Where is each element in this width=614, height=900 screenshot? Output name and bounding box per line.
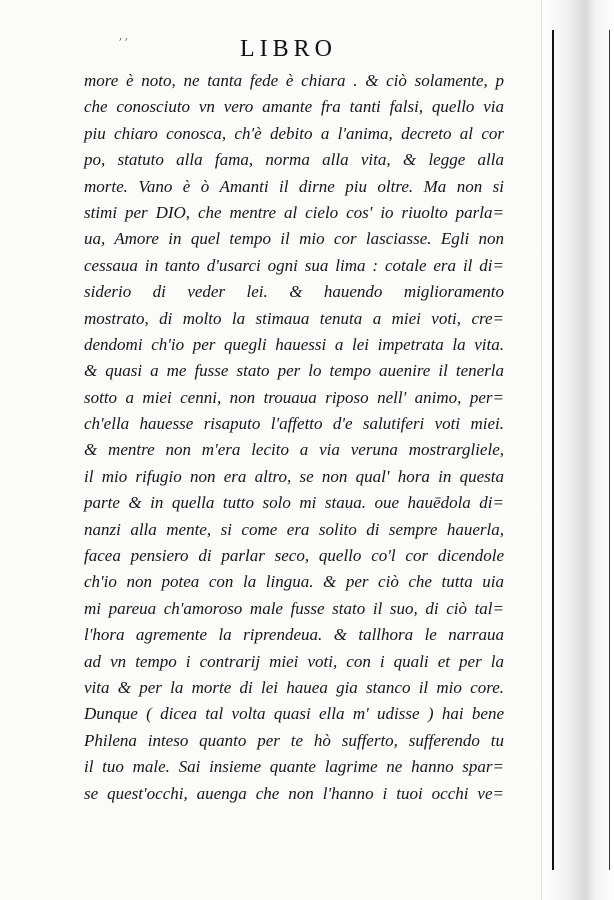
text-line: mi pareua ch'amoroso male fusse stato il suo, di ciò tal= xyxy=(84,598,504,618)
page-binding-edge xyxy=(541,0,614,900)
text-line: ch'io non potea con la lingua. & per ciò che tutta uia xyxy=(84,572,504,592)
text-line: stimi per DIO, che mentre al cielo cos' io riuolto parla= xyxy=(84,202,504,222)
text-line: po, statuto alla fama, norma alla vita, & legge alla xyxy=(84,150,504,170)
binding-shadow-line xyxy=(552,30,554,870)
text-line: nanzi alla mente, si come era solito di sempre hauerla, xyxy=(84,519,504,539)
text-line: parte & in quella tutto solo mi staua. oue hauēdola di= xyxy=(84,493,504,513)
text-line: l'hora agremente la riprendeua. & tallhora le narraua xyxy=(84,625,504,645)
text-line: & quasi a me fusse stato per lo tempo auenire il tenerla xyxy=(84,361,504,381)
binding-edge-line xyxy=(609,30,610,870)
text-line: ua, Amore in quel tempo il mio cor lasciasse. Egli non xyxy=(84,229,504,249)
text-line: il mio rifugio non era altro, se non qual' hora in questa xyxy=(84,466,504,486)
text-line: piu chiaro conosca, ch'è debito a l'anima, decreto al cor xyxy=(84,123,504,143)
text-line: & mentre non m'era lecito a via veruna mostrargliele, xyxy=(84,440,504,460)
text-line: dendomi ch'io per quegli hauessi a lei impetrata la vita. xyxy=(84,334,504,354)
text-line: sotto a miei cenni, non trouaua riposo nell' animo, per= xyxy=(84,387,504,407)
text-line: mostrato, di molto la stimaua tenuta a miei voti, cre= xyxy=(84,308,504,328)
text-line: cessaua in tanto d'usarci ogni sua lima : cotale era il di= xyxy=(84,255,504,275)
text-line: facea pensiero di parlar seco, quello co'l cor dicendole xyxy=(84,546,504,566)
text-line: ch'ella hauesse risaputo l'affetto d'e salutiferi voti miei. xyxy=(84,414,504,434)
text-line: more è noto, ne tanta fede è chiara . & ciò solamente, p xyxy=(84,71,504,90)
text-line: Philena inteso quanto per te hò sufferto, sufferendo tu xyxy=(84,730,504,750)
corner-mark: ʼʼ xyxy=(118,36,130,50)
text-line: se quest'occhi, auenga che non l'hanno i tuoi occhi ve= xyxy=(84,783,504,803)
running-head: LIBRO xyxy=(240,36,337,62)
text-line: morte. Vano è ò Amanti il dirne piu oltre. Ma non si xyxy=(84,176,504,196)
text-line: vita & per la morte di lei hauea gia stanco il mio core. xyxy=(84,677,504,697)
text-line: siderio di veder lei. & hauendo miglioramento xyxy=(84,282,504,302)
text-line: Dunque ( dicea tal volta quasi ella m' udisse ) hai bene xyxy=(84,704,504,724)
body-text xyxy=(84,68,504,807)
text-line: che conosciuto vn vero amante fra tanti falsi, quello via xyxy=(84,97,504,117)
text-line: il tuo male. Sai insieme quante lagrime ne hanno spar= xyxy=(84,757,504,777)
text-line: ad vn tempo i contrarij miei voti, con i quali et per la xyxy=(84,651,504,671)
